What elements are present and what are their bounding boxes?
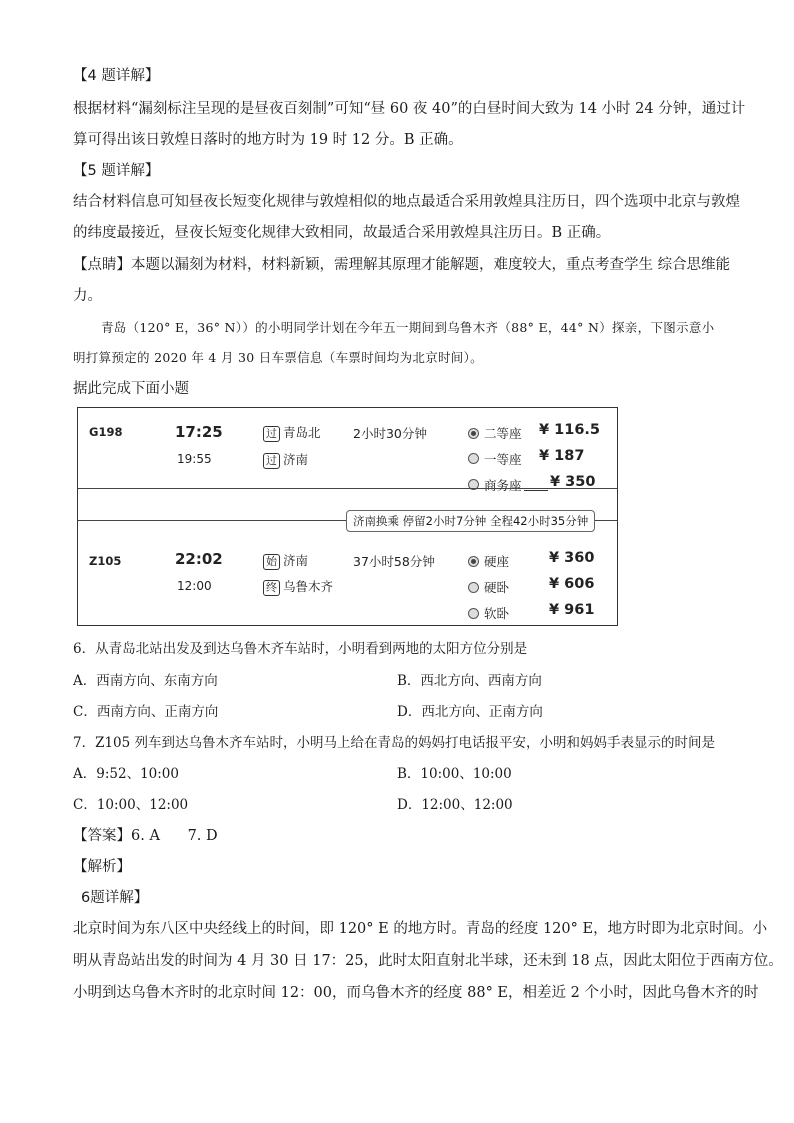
departure-time: 17:25 — [175, 423, 223, 441]
duration: 37小时58分钟 — [353, 554, 435, 569]
analysis-text-line: 北京时间为东八区中央经线上的时间，即 120° E 的地方时。青岛的经度 120° E，地方时即为北京时间。小 — [73, 921, 768, 937]
intro-instruction: 据此完成下面小题 — [73, 381, 189, 397]
analysis-label: 【解析】 — [73, 859, 131, 875]
answer-line — [73, 826, 218, 846]
seat-price: ¥ 116.5 — [539, 422, 601, 438]
seat-class: 硬卧 — [484, 580, 510, 595]
intro-line: 青岛（120° E，36° N））的小明同学计划在今年五一期间到乌鲁木齐（88° E，44° N）探亲，下图示意小 — [101, 320, 715, 335]
station-name: 青岛北 — [283, 425, 321, 440]
q4-heading: 【4 题详解】 — [73, 68, 160, 84]
departure-station — [263, 423, 321, 442]
departure-time: 22:02 — [175, 550, 223, 568]
comment-line: 【点睛】本题以漏刻为材料，材料新颖，需理解其原理才能解题，难度较大，重点考查学生 综合思维能 — [73, 257, 731, 273]
station-name: 济南 — [283, 553, 309, 568]
q7-option-b[interactable]: B．10:00、10:00 — [397, 766, 512, 782]
q6-option-a[interactable]: A．西南方向、东南方向 — [73, 673, 218, 689]
q4-text-line: 算可得出该日敦煌日落时的地方时为 19 时 12 分。B 正确。 — [73, 132, 463, 148]
seat-price: ¥ 961 — [549, 602, 595, 618]
answer-text: 6. A 7. D — [131, 828, 218, 844]
q5-text-line: 结合材料信息可知昼夜长短变化规律与敦煌相似的地点最适合采用敦煌具注历日，四个选项中北京与敦煌 — [73, 194, 740, 210]
q6-stem: 6．从青岛北站出发及到达乌鲁木齐车站时，小明看到两地的太阳方位分别是 — [73, 641, 528, 657]
ticket-info-figure — [77, 407, 618, 626]
seat-class: 二等座 — [484, 426, 522, 441]
analysis-text-line: 小明到达乌鲁木齐时的北京时间 12：00，而乌鲁木齐的经度 88° E，相差近 2 个小时，因此乌鲁木齐的时 — [73, 985, 759, 1001]
seat-price: ¥ 187 — [539, 448, 585, 464]
train-code: Z105 — [89, 554, 122, 568]
seat-radio[interactable] — [468, 582, 479, 593]
answer-label: 【答案】 — [73, 828, 131, 844]
q7-option-a[interactable]: A．9:52、10:00 — [73, 766, 179, 782]
station-name: 乌鲁木齐 — [283, 579, 334, 594]
intro-line: 明打算预定的 2020 年 4 月 30 日车票信息（车票时间均为北京时间）。 — [73, 350, 483, 365]
q6-option-d[interactable]: D．西北方向、正南方向 — [397, 704, 543, 720]
seat-radio[interactable] — [468, 428, 479, 439]
seat-radio[interactable] — [468, 453, 479, 464]
seat-class: 软卧 — [484, 606, 510, 621]
end-tag: 终 — [263, 580, 280, 596]
start-tag: 始 — [263, 554, 280, 570]
q7-stem: 7．Z105 列车到达乌鲁木齐车站时，小明马上给在青岛的妈妈打电话报平安，小明和妈妈手表显示的时间是 — [73, 735, 716, 751]
analysis-heading: 6题详解】 — [81, 890, 149, 906]
arrival-station — [263, 577, 333, 596]
divider — [524, 478, 548, 491]
seat-price: ¥ 350 — [550, 474, 596, 490]
train-code: G198 — [89, 425, 123, 439]
q5-heading: 【5 题详解】 — [73, 163, 160, 179]
separator-line — [78, 488, 617, 489]
pass-tag: 过 — [263, 426, 280, 442]
station-name: 济南 — [283, 452, 309, 467]
seat-class: 商务座 — [484, 478, 522, 493]
arrival-time: 12:00 — [177, 579, 212, 593]
comment-line: 力。 — [73, 288, 102, 304]
seat-class: 硬座 — [484, 554, 510, 569]
analysis-text-line: 明从青岛站出发的时间为 4 月 30 日 17：25，此时太阳直射北半球，还未到 18 点，因此太阳位于西南方位。 — [73, 953, 783, 969]
seat-price: ¥ 606 — [549, 576, 595, 592]
q7-option-c[interactable]: C．10:00、12:00 — [73, 797, 189, 813]
q7-option-d[interactable]: D．12:00、12:00 — [397, 797, 513, 813]
arrival-time: 19:55 — [177, 452, 212, 466]
duration: 2小时30分钟 — [353, 426, 427, 441]
q6-option-b[interactable]: B．西北方向、西南方向 — [397, 673, 542, 689]
seat-class: 一等座 — [484, 452, 522, 467]
seat-price: ¥ 360 — [549, 550, 595, 566]
seat-radio[interactable] — [468, 608, 479, 619]
q6-option-c[interactable]: C．西南方向、正南方向 — [73, 704, 219, 720]
departure-station — [263, 551, 308, 570]
q4-text-line: 根据材料“漏刻标注呈现的是昼夜百刻制”可知“昼 60 夜 40”的白昼时间大致为 14 小时 24 分钟，通过计 — [73, 101, 746, 117]
q5-text-line: 的纬度最接近，昼夜长短变化规律大致相同，故最适合采用敦煌具注历日。B 正确。 — [73, 225, 611, 241]
pass-tag: 过 — [263, 453, 280, 469]
arrival-station — [263, 450, 308, 469]
seat-radio[interactable] — [468, 556, 479, 567]
transfer-info: 济南换乘 停留2小时7分钟 全程42小时35分钟 — [346, 510, 595, 532]
